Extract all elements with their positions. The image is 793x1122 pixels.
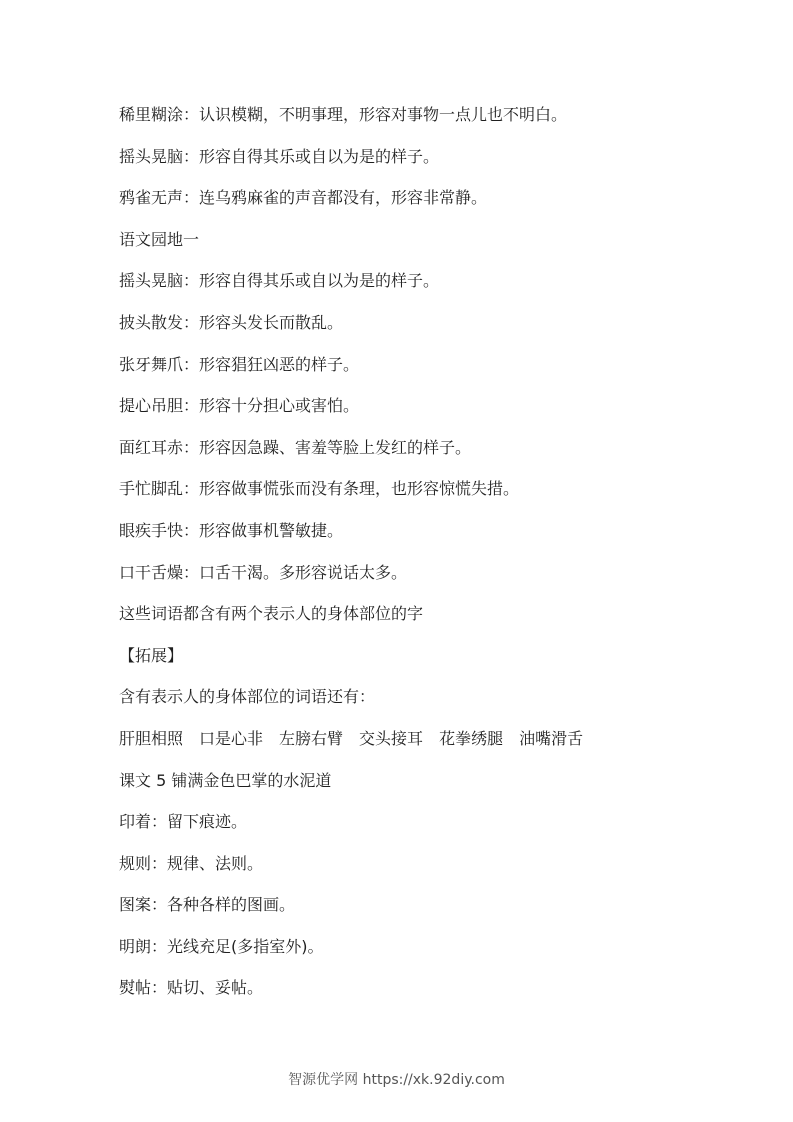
text-line: 含有表示人的身体部位的词语还有：: [119, 687, 376, 707]
section-heading: 语文园地一: [119, 229, 200, 249]
text-line: 这些词语都含有两个表示人的身体部位的字: [119, 604, 424, 624]
idiom: 花拳绣腿: [439, 728, 504, 748]
page-footer: 智源优学网 https://xk.92diy.com: [288, 1072, 505, 1088]
text-line: 披头散发：形容头发长而散乱。: [119, 312, 344, 332]
text-line: 摇头晃脑：形容自得其乐或自以为是的样子。: [119, 271, 440, 291]
section-heading: 课文 5 铺满金色巴掌的水泥道: [119, 770, 332, 790]
text-line: 摇头晃脑：形容自得其乐或自以为是的样子。: [119, 146, 440, 166]
text-line: 稀里糊涂：认识模糊，不明事理，形容对事物一点儿也不明白。: [119, 105, 568, 124]
idiom-list: [119, 728, 759, 750]
idiom: 口是心非: [199, 728, 264, 748]
text-line: 图案：各种各样的图画。: [119, 895, 296, 915]
idiom: 左膀右臂: [279, 728, 344, 748]
text-line: 明朗：光线充足(多指室外)。: [119, 936, 324, 956]
text-line: 口干舌燥：口舌干渴。多形容说话太多。: [119, 562, 408, 582]
text-line: 印着：留下痕迹。: [119, 812, 248, 832]
text-line: 张牙舞爪：形容猖狂凶恶的样子。: [119, 354, 360, 374]
text-line: 熨帖：贴切、妥帖。: [119, 978, 264, 998]
idiom: 油嘴滑舌: [519, 728, 584, 748]
text-line: 面红耳赤：形容因急躁、害羞等脸上发红的样子。: [119, 437, 472, 457]
section-heading: 【拓展】: [119, 645, 184, 665]
text-line: 鸦雀无声：连乌鸦麻雀的声音都没有，形容非常静。: [119, 188, 488, 208]
document-body: [119, 104, 759, 1019]
text-line: 提心吊胆：形容十分担心或害怕。: [119, 396, 360, 416]
text-line: 规则：规律、法则。: [119, 853, 264, 873]
text-line: 眼疾手快：形容做事机警敏捷。: [119, 520, 344, 540]
idiom: 交头接耳: [359, 728, 424, 748]
text-line: 手忙脚乱：形容做事慌张而没有条理，也形容惊慌失措。: [119, 479, 520, 499]
idiom: 肝胆相照: [119, 728, 184, 748]
